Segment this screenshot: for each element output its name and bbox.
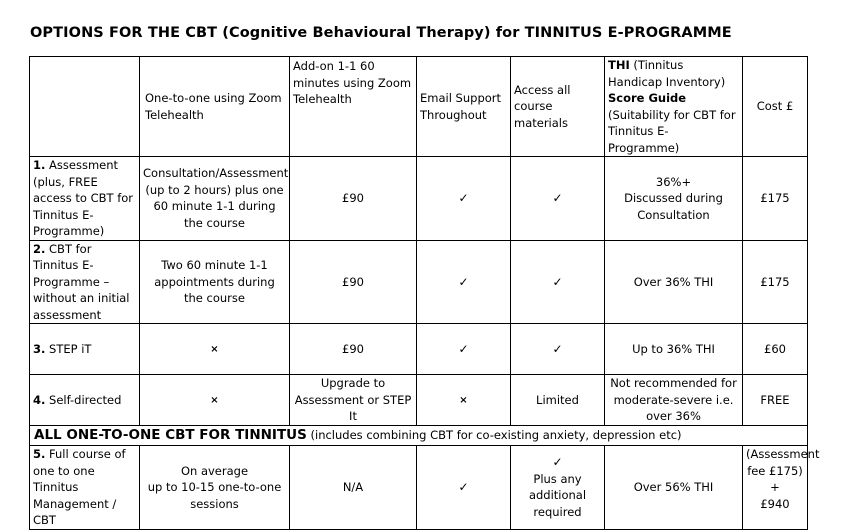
one-to-one-cell: Consultation/Assessment (up to 2 hours) plus one 60 minute 1-1 during the course — [140, 157, 290, 241]
table-row — [30, 240, 808, 324]
addon-cell: £90 — [290, 240, 417, 324]
option-cell — [30, 446, 140, 530]
header-cell-thi — [605, 57, 743, 157]
header-row — [30, 57, 808, 157]
option-name: Assessment (plus, FREE access to CBT for Tinnitus E-Programme) — [33, 158, 134, 238]
materials-cell — [511, 324, 605, 375]
thi-abbrev: THI — [608, 58, 630, 72]
header-cell-email: Email Support Throughout — [417, 57, 511, 157]
check-icon: ✓ — [552, 341, 563, 356]
thi-suitability: (Suitability for CBT for Tinnitus E-Programme) — [608, 107, 736, 155]
thi-cell: Over 36% THI — [605, 240, 743, 324]
email-support-cell — [417, 446, 511, 530]
plus-sign: + — [770, 480, 780, 494]
cost-cell: £60 — [743, 324, 808, 375]
option-name: STEP iT — [45, 341, 92, 356]
header-cell-cost: Cost £ — [743, 57, 808, 157]
cross-icon: × — [210, 394, 219, 406]
check-icon: ✓ — [458, 191, 469, 205]
sessions-count: up to 10-15 one-to-one sessions — [147, 480, 282, 511]
email-support-cell — [417, 157, 511, 241]
thi-cell: Over 56% THI — [605, 446, 743, 530]
option-name: CBT for Tinnitus E-Programme – without an initial assessment — [33, 241, 130, 322]
option-number: 3. — [33, 341, 46, 356]
section-note: (includes combining CBT for co-existing anxiety, depression etc) — [306, 428, 682, 443]
sessions-intro: On average — [180, 463, 249, 478]
option-cell — [30, 157, 140, 241]
email-support-cell — [417, 375, 511, 426]
table-row — [30, 446, 808, 530]
email-support-cell — [417, 324, 511, 375]
thi-note: Discussed during Consultation — [624, 191, 723, 222]
check-icon: ✓ — [458, 480, 469, 494]
check-icon: ✓ — [552, 274, 563, 289]
thi-expansion: (Tinnitus Handicap Inventory) — [608, 58, 726, 89]
option-name: Full course of one to one Tinnitus Management / CBT — [33, 447, 126, 527]
table-row — [30, 375, 808, 426]
check-icon: ✓ — [552, 191, 563, 205]
cost-cell: £175 — [743, 240, 808, 324]
cost-cell: FREE — [743, 375, 808, 426]
header-cell-option — [30, 57, 140, 157]
check-icon: ✓ — [458, 341, 469, 356]
option-cell — [30, 375, 140, 426]
thi-cell: Not recommended for moderate-severe i.e. over 36% — [605, 375, 743, 426]
thi-cell — [605, 157, 743, 241]
check-icon: ✓ — [552, 455, 563, 470]
section-heading-cell — [30, 426, 808, 446]
thi-value: 36%+ — [655, 174, 692, 189]
table-row — [30, 157, 808, 241]
course-cost: £940 — [760, 496, 790, 511]
one-to-one-cell — [140, 446, 290, 530]
option-name: Self-directed — [45, 392, 122, 407]
one-to-one-cell — [140, 324, 290, 375]
option-number: 1. — [33, 158, 46, 172]
materials-cell — [511, 240, 605, 324]
assessment-fee: (Assessment fee £175) — [746, 447, 820, 478]
materials-cell: Limited — [511, 375, 605, 426]
materials-extra: Plus any additional required — [528, 471, 587, 519]
header-cell-materials: Access all course materials — [511, 57, 605, 157]
addon-cell: N/A — [290, 446, 417, 530]
header-cell-one-to-one: One-to-one using Zoom Telehealth — [140, 57, 290, 157]
cost-cell — [743, 446, 820, 530]
header-cell-addon: Add-on 1-1 60 minutes using Zoom Telehealth — [290, 57, 417, 157]
score-guide-label: Score Guide — [608, 91, 687, 105]
addon-cell: Upgrade to Assessment or STEP It — [290, 375, 417, 426]
check-icon: ✓ — [458, 274, 469, 289]
materials-cell — [511, 157, 605, 241]
option-number: 4. — [33, 392, 46, 407]
cross-icon: × — [459, 394, 468, 406]
section-heading: ALL ONE-TO-ONE CBT FOR TINNITUS — [34, 427, 307, 444]
one-to-one-cell — [140, 375, 290, 426]
page-title: OPTIONS FOR THE CBT (Cognitive Behavioural Therapy) for TINNITUS E-PROGRAMME — [30, 25, 732, 41]
email-support-cell — [417, 240, 511, 324]
option-number: 5. — [33, 447, 46, 461]
table-row — [30, 324, 808, 375]
thi-cell: Up to 36% THI — [605, 324, 743, 375]
addon-cell: £90 — [290, 324, 417, 375]
addon-cell: £90 — [290, 157, 417, 241]
cross-icon: × — [210, 343, 219, 355]
cost-cell: £175 — [743, 157, 808, 241]
option-cell — [30, 240, 140, 324]
section-row — [30, 426, 808, 446]
materials-cell — [511, 446, 605, 530]
options-table — [29, 56, 820, 530]
option-cell — [30, 324, 140, 375]
one-to-one-cell: Two 60 minute 1-1 appointments during the course — [140, 240, 290, 324]
option-number: 2. — [33, 241, 46, 256]
